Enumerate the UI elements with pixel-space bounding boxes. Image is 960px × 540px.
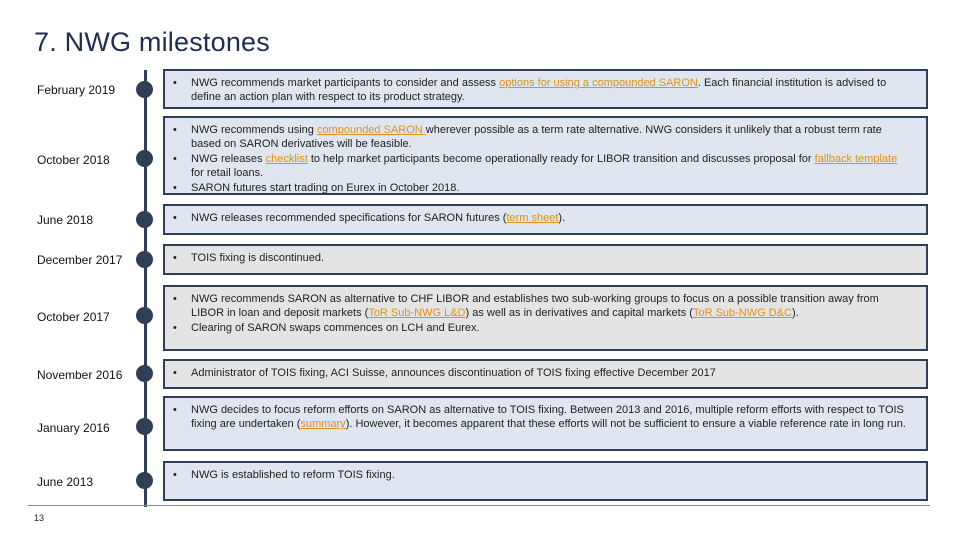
bottom-divider <box>28 505 930 506</box>
bullet-text-part: TOIS fixing is discontinued. <box>191 252 325 264</box>
document-link[interactable]: compounded SARON <box>316 124 426 136</box>
bullet-symbol: • <box>173 152 177 165</box>
bullet-item <box>173 211 912 225</box>
bullet-symbol: • <box>173 469 177 481</box>
milestone-box <box>163 359 928 389</box>
bullet-text-part: ). <box>558 212 566 224</box>
bullet-text-part: ). However, it becomes apparent that these efforts will not be sufficient to ensure a viable reference rate in long run. <box>345 418 906 431</box>
bullet-item <box>173 152 912 181</box>
timeline-line <box>144 70 147 507</box>
milestone-box <box>163 285 928 351</box>
timeline-dot <box>136 472 153 489</box>
milestone-date: January 2016 <box>37 421 110 435</box>
bullet-text-part: ). <box>791 307 799 320</box>
bullet-symbol: • <box>173 404 177 416</box>
bullet-text <box>191 152 912 181</box>
document-link[interactable]: summary <box>300 418 346 431</box>
milestone-date: November 2016 <box>37 368 123 382</box>
bullet-symbol: • <box>173 293 177 305</box>
bullet-symbol: • <box>173 77 177 89</box>
document-link[interactable]: term sheet <box>506 212 559 224</box>
bullet-symbol: • <box>173 367 177 379</box>
bullet-text-part: Administrator of TOIS fixing, ACI Suisse, announces discontinuation of TOIS fixing effective December 2017 <box>191 367 716 379</box>
bullet-text-part: NWG is established to reform TOIS fixing. <box>191 469 395 481</box>
bullet-text-part: NWG decides to focus reform efforts on SARON as alternative to TOIS fixing. Between 2013 and 2016, multiple reform efforts with respect to TOIS fixing are undertaken ( <box>191 404 904 431</box>
bullet-text-part: for retail loans. <box>191 167 264 180</box>
bullet-text <box>191 211 912 225</box>
bullet-text <box>191 292 912 321</box>
timeline-dot <box>136 211 153 228</box>
bullet-text-part: NWG releases <box>191 152 266 165</box>
bullet-symbol: • <box>173 252 177 264</box>
milestone-date: October 2017 <box>37 310 110 324</box>
bullet-symbol: • <box>173 181 177 194</box>
bullet-text-part: wherever possible as a term rate alternative. NWG considers it unlikely that a robust term rate based on SARON derivatives will be feasible. <box>191 124 882 151</box>
document-link[interactable]: ToR Sub-NWG L&D <box>368 307 466 320</box>
bullet-text-part: NWG releases recommended specifications for SARON futures ( <box>191 212 507 224</box>
slide-title: 7. NWG milestones <box>34 27 270 57</box>
bullet-text-part: SARON futures start trading on Eurex in October 2018. <box>191 181 460 194</box>
bullet-text <box>191 181 912 195</box>
milestone-box <box>163 244 928 275</box>
bullet-item <box>173 366 912 380</box>
timeline-dot <box>136 251 153 268</box>
bullet-item <box>173 468 912 482</box>
bullet-item <box>173 321 912 335</box>
milestone-date: February 2019 <box>37 83 116 97</box>
bullet-item <box>173 403 912 432</box>
milestone-date: December 2017 <box>37 253 123 267</box>
bullet-text <box>191 123 912 152</box>
bullet-item <box>173 181 912 195</box>
milestone-box <box>163 461 928 501</box>
milestone-date: October 2018 <box>37 153 110 167</box>
bullet-text-part: to help market participants become operationally ready for LIBOR transition and discusses proposal for <box>307 152 815 165</box>
bullet-text <box>191 366 912 380</box>
bullet-text <box>191 76 912 105</box>
bullet-text-part: ) as well as in derivatives and capital markets ( <box>465 307 693 320</box>
bullet-text-part: NWG recommends market participants to consider and assess <box>191 77 500 89</box>
timeline-dot <box>136 81 153 98</box>
document-link[interactable]: options for using a compounded SARON <box>499 77 698 89</box>
bullet-text-part: NWG recommends using <box>191 124 317 136</box>
milestone-date: June 2013 <box>37 475 94 489</box>
timeline-dot <box>136 418 153 435</box>
bullet-text-part: . Each financial institution is advised to define an action plan with respect to its product strategy. <box>191 77 887 104</box>
bullet-text <box>191 251 912 265</box>
timeline-dot <box>136 307 153 324</box>
bullet-text <box>191 321 912 335</box>
bullet-item <box>173 123 912 152</box>
timeline-dot <box>136 365 153 382</box>
bullet-text <box>191 468 912 482</box>
milestone-box <box>163 204 928 235</box>
bullet-item <box>173 76 912 105</box>
bullet-symbol: • <box>173 321 177 334</box>
milestone-date: June 2018 <box>37 213 94 227</box>
bullet-symbol: • <box>173 212 177 224</box>
milestone-box <box>163 116 928 195</box>
bullet-text-part: NWG recommends SARON as alternative to CHF LIBOR and establishes two sub-working groups to focus on a possible transition away from LIBOR in loan and deposit markets ( <box>191 293 879 320</box>
page-number: 13 <box>34 513 45 523</box>
bullet-text <box>191 403 912 432</box>
document-link[interactable]: checklist <box>265 152 308 165</box>
milestone-box <box>163 69 928 109</box>
bullet-text-part: Clearing of SARON swaps commences on LCH and Eurex. <box>191 321 480 334</box>
bullet-item <box>173 251 912 265</box>
timeline-dot <box>136 150 153 167</box>
bullet-symbol: • <box>173 124 177 136</box>
document-link[interactable]: fallback template <box>814 152 898 165</box>
milestone-box <box>163 396 928 451</box>
bullet-item <box>173 292 912 321</box>
document-link[interactable]: ToR Sub-NWG D&C <box>692 307 792 320</box>
